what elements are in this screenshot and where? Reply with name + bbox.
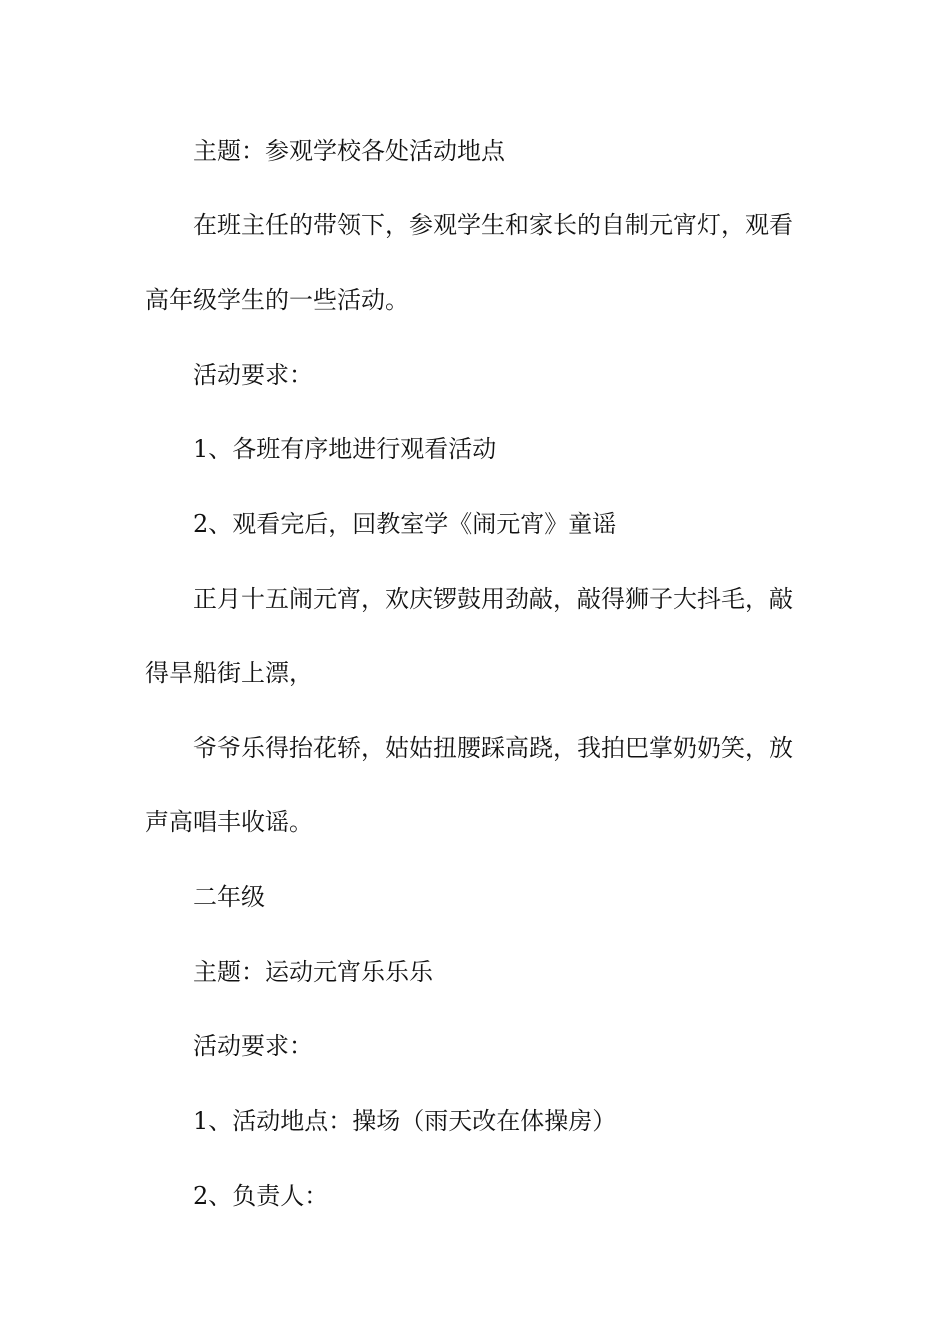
list-item: 1、活动地点：操场（雨天改在体操房） (193, 1107, 617, 1135)
grade-heading: 二年级 (193, 883, 265, 911)
requirements-heading: 活动要求： (193, 1032, 313, 1060)
rhyme-line-continued: 声高唱丰收谣。 (145, 808, 313, 836)
theme-line: 主题：参观学校各处活动地点 (193, 137, 505, 165)
requirements-heading: 活动要求： (193, 361, 313, 389)
paragraph-line-continued: 高年级学生的一些活动。 (145, 286, 409, 314)
list-item: 2、负责人： (193, 1182, 329, 1210)
list-item: 2、观看完后，回教室学《闹元宵》童谣 (193, 510, 617, 538)
theme-line: 主题：运动元宵乐乐乐 (193, 958, 433, 986)
rhyme-line: 爷爷乐得抬花轿，姑姑扭腰踩高跷，我拍巴掌奶奶笑，放 (193, 734, 793, 762)
list-item: 1、各班有序地进行观看活动 (193, 435, 497, 463)
rhyme-line-continued: 得旱船街上漂， (145, 659, 313, 687)
paragraph-line: 在班主任的带领下，参观学生和家长的自制元宵灯，观看 (193, 211, 793, 239)
rhyme-line: 正月十五闹元宵，欢庆锣鼓用劲敲，敲得狮子大抖毛，敲 (193, 585, 793, 613)
